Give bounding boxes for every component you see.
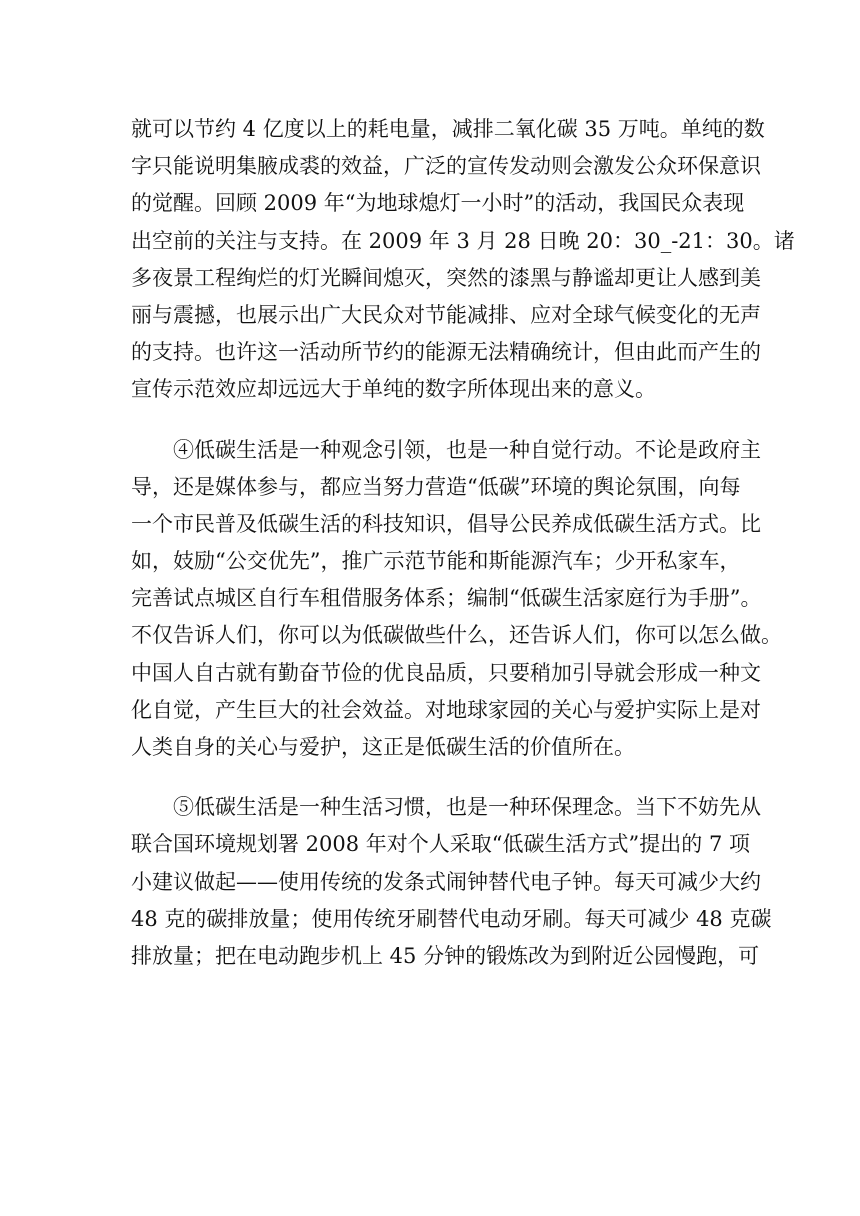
- paragraph-gap: [131, 766, 731, 789]
- text-line: 完善试点城区自行车租借服务体系；编制“低碳生活家庭行为手册”。: [131, 586, 762, 611]
- text-line: ④低碳生活是一种观念引领，也是一种自觉行动。不论是政府主: [173, 437, 761, 462]
- text-line: 出空前的关注与支持。在 2009 年 3 月 28 日晚 20：30_-21：30。诸: [131, 228, 795, 253]
- text-line: 宣传示范效应却远远大于单纯的数字所体现出来的意义。: [131, 377, 656, 402]
- text-line: 化自觉，产生巨大的社会效益。对地球家园的关心与爱护实际上是对: [131, 697, 761, 722]
- text-line: 的支持。也许这一活动所节约的能源无法精确统计，但由此而产生的: [131, 340, 761, 365]
- text-line: 小建议做起——使用传统的发条式闹钟替代电子钟。每天可减少大约: [131, 869, 761, 894]
- text-line: 不仅告诉人们，你可以为低碳做些什么，还告诉人们，你可以怎么做。: [131, 623, 782, 648]
- text-line: 48 克的碳排放量；使用传统牙刷替代电动牙刷。每天可减少 48 克碳: [131, 906, 772, 931]
- text-line: 排放量；把在电动跑步机上 45 分钟的锻炼改为到附近公园慢跑，可: [131, 943, 760, 968]
- text-line: 联合国环境规划署 2008 年对个人采取“低碳生活方式”提出的 7 项: [131, 832, 750, 857]
- document-body: [131, 111, 795, 975]
- paragraph: [131, 789, 772, 975]
- text-line: 导，还是媒体参与，都应当努力营造“低碳”环境的舆论氛围，向每: [131, 474, 741, 499]
- text-line: 一个市民普及低碳生活的科技知识，倡导公民养成低碳生活方式。比: [131, 511, 761, 536]
- paragraph-gap: [131, 409, 731, 432]
- text-line: 就可以节约 4 亿度以上的耗电量，减排二氧化碳 35 万吨。单纯的数: [131, 117, 765, 141]
- paragraph: [131, 432, 782, 767]
- text-line: 中国人自古就有勤奋节俭的优良品质，只要稍加引导就会形成一种文: [131, 660, 761, 685]
- text-line: 如，妓励“公交优先”，推广示范节能和斯能源汽车；少开私家车，: [131, 549, 741, 574]
- text-line: 人类自身的关心与爱护，这正是低碳生活的价值所在。: [131, 735, 635, 759]
- text-line: 字只能说明集腋成裘的效益，广泛的宣传发动则会激发公众环保意识: [131, 154, 761, 179]
- text-line: 的觉醒。回顾 2009 年“为地球熄灯一小时”的活动，我国民众表现: [131, 191, 745, 216]
- text-line: ⑤低碳生活是一种生活习惯，也是一种环保理念。当下不妨先从: [173, 795, 761, 820]
- paragraph: [131, 111, 795, 409]
- text-line: 丽与震撼，也展示出广大民众对节能减排、应对全球气候变化的无声: [131, 302, 761, 327]
- text-line: 多夜景工程绚烂的灯光瞬间熄灭，突然的漆黑与静谧却更让人感到美: [131, 265, 761, 290]
